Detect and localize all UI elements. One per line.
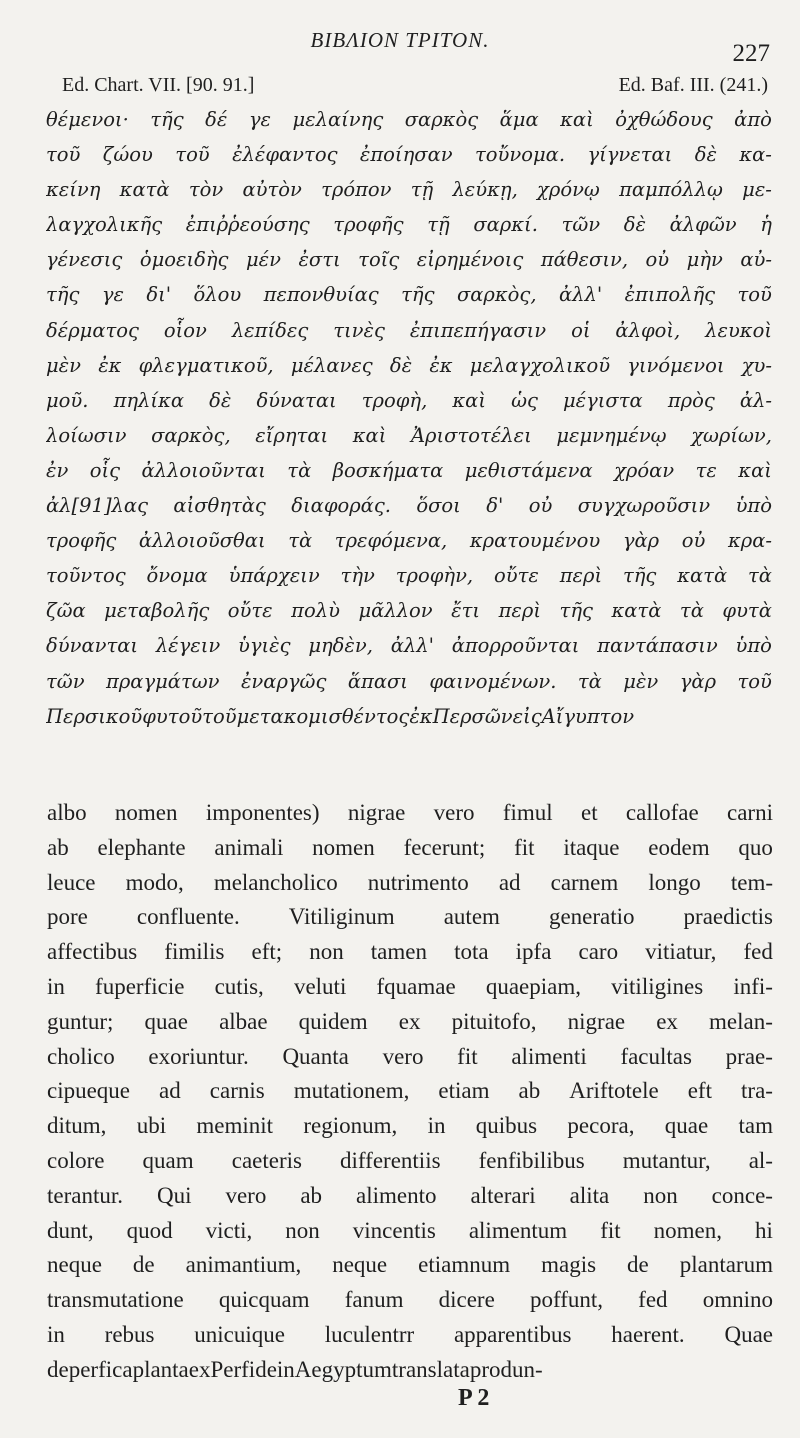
latin-text-line: de perfica planta ex Perfide in Aegyptum translata produn- bbox=[47, 1356, 543, 1382]
latin-text-line: in fuperficie cutis, veluti fquamae quaepiam, vitiligines infi- bbox=[47, 973, 773, 999]
greek-text-line: ζῶα μεταβολῆς οὔτε πολὺ μᾶλλον ἔτι περὶ τῆς κατὰ τὰ φυτὰ bbox=[46, 599, 772, 623]
latin-text-line: dunt, quod victi, non vincentis alimentum fit nomen, hi bbox=[47, 1217, 773, 1243]
latin-text-line: leuce modo, melancholico nutrimento ad carnem longo tem- bbox=[47, 869, 773, 895]
latin-text-line: cholico exoriuntur. Quanta vero fit alimenti facultas prae- bbox=[47, 1043, 773, 1069]
page-number: 227 bbox=[732, 40, 770, 67]
greek-text-line: λαγχολικῆς ἐπιῤῥεούσης τροφῆς τῇ σαρκί. τῶν δὲ ἀλφῶν ἡ bbox=[46, 213, 772, 237]
latin-text-block bbox=[47, 796, 773, 1388]
latin-text-line: colore quam caeteris differentiis fenfibilibus mutantur, al- bbox=[47, 1147, 773, 1173]
greek-text-line: τροφῆς ἀλλοιοῦσθαι τὰ τρεφόμενα, κρατουμένου γὰρ οὐ κρα- bbox=[46, 529, 772, 553]
edition-reference-line bbox=[62, 74, 768, 97]
latin-text-line: albo nomen imponentes) nigrae vero fimul et callofae carni bbox=[47, 800, 773, 825]
latin-text-line: transmutatione quicquam fanum dicere poffunt, fed omnino bbox=[47, 1287, 773, 1313]
greek-text-line: Περσικοῦ φυτοῦ τοῦ μετακομισθέντος ἐκ Περσῶν εἰς Αἴγυπτον bbox=[46, 704, 635, 728]
signature-mark: P 2 bbox=[458, 1385, 490, 1411]
latin-text-line: terantur. Qui vero ab alimento alterari alita non conce- bbox=[47, 1182, 773, 1208]
greek-text-line: τῶν πραγμάτων ἐναργῶς ἅπασι φαινομένων. τὰ μὲν γὰρ τοῦ bbox=[46, 669, 772, 693]
running-title: BIBΛΙΟΝ ΤΡΙΤΟΝ. bbox=[310, 28, 490, 52]
latin-text-line: pore confluente. Vitiliginum autem generatio praedictis bbox=[47, 904, 773, 930]
greek-text-block bbox=[46, 102, 772, 734]
greek-text-line: θέμενοι· τῆς δέ γε μελαίνης σαρκὸς ἅμα καὶ ὀχθώδους ἀπὸ bbox=[46, 108, 772, 131]
greek-text-line: τοῦ ζώου τοῦ ἐλέφαντος ἐποίησαν τοὔνομα. γίγνεται δὲ κα- bbox=[46, 143, 772, 167]
latin-text-line: cipueque ad carnis mutationem, etiam ab Ariftotele eft tra- bbox=[47, 1078, 773, 1104]
greek-text-line: τοῦντος ὄνομα ὑπάρχειν τὴν τροφὴν, οὔτε περὶ τῆς κατὰ τὰ bbox=[46, 564, 772, 588]
greek-text-line: ἀλ[91]λας αἰσθητὰς διαφοράς. ὅσοι δ' οὐ συγχωροῦσιν ὑπὸ bbox=[46, 494, 772, 518]
edition-reference-right: Ed. Baf. III. (241.) bbox=[618, 74, 768, 96]
greek-text-line: ἐν οἷς ἀλλοιοῦνται τὰ βοσκήματα μεθιστάμενα χρόαν τε καὶ bbox=[46, 458, 772, 482]
latin-text-line: ditum, ubi meminit regionum, in quibus pecora, quae tam bbox=[47, 1113, 773, 1139]
edition-reference-left: Ed. Chart. VII. [90. 91.] bbox=[62, 74, 255, 96]
greek-text-line: μὲν ἐκ φλεγματικοῦ, μέλανες δὲ ἐκ μελαγχολικοῦ γινόμενοι χυ- bbox=[46, 353, 772, 377]
greek-text-line: γένεσις ὁμοειδὴς μέν ἐστι τοῖς εἰρημένοις πάθεσιν, οὐ μὴν αὐ- bbox=[46, 248, 772, 272]
greek-text-line: δύνανται λέγειν ὑγιὲς μηδὲν, ἀλλ' ἀπορροῦνται παντάπασιν ὑπὸ bbox=[46, 634, 772, 658]
greek-text-line: κείνη κατὰ τὸν αὐτὸν τρόπον τῇ λεύκῃ, χρόνῳ παμπόλλῳ με- bbox=[46, 178, 772, 202]
latin-text-line: neque de animantium, neque etiamnum magis de plantarum bbox=[47, 1252, 773, 1278]
greek-text-line: τῆς γε δι' ὅλου πεπονθυίας τῆς σαρκὸς, ἀλλ' ἐπιπολῆς τοῦ bbox=[46, 283, 772, 307]
latin-text-line: ab elephante animali nomen fecerunt; fit itaque eodem quo bbox=[47, 834, 773, 860]
latin-text-line: guntur; quae albae quidem ex pituitofo, nigrae ex melan- bbox=[47, 1008, 773, 1034]
latin-text-line: affectibus fimilis eft; non tamen tota ipfa caro vitiatur, fed bbox=[47, 939, 773, 965]
greek-text-line: δέρματος οἷον λεπίδες τινὲς ἐπιπεπήγασιν οἱ ἀλφοὶ, λευκοὶ bbox=[46, 318, 772, 342]
latin-text-line: in rebus unicuique luculentrr apparentibus haerent. Quae bbox=[47, 1321, 773, 1347]
greek-text-line: μοῦ. πηλίκα δὲ δύναται τροφὴ, καὶ ὡς μέγιστα πρὸς ἀλ- bbox=[46, 388, 772, 412]
greek-text-line: λοίωσιν σαρκὸς, εἴρηται καὶ Ἀριστοτέλει μεμνημένῳ χωρίων, bbox=[46, 423, 772, 447]
